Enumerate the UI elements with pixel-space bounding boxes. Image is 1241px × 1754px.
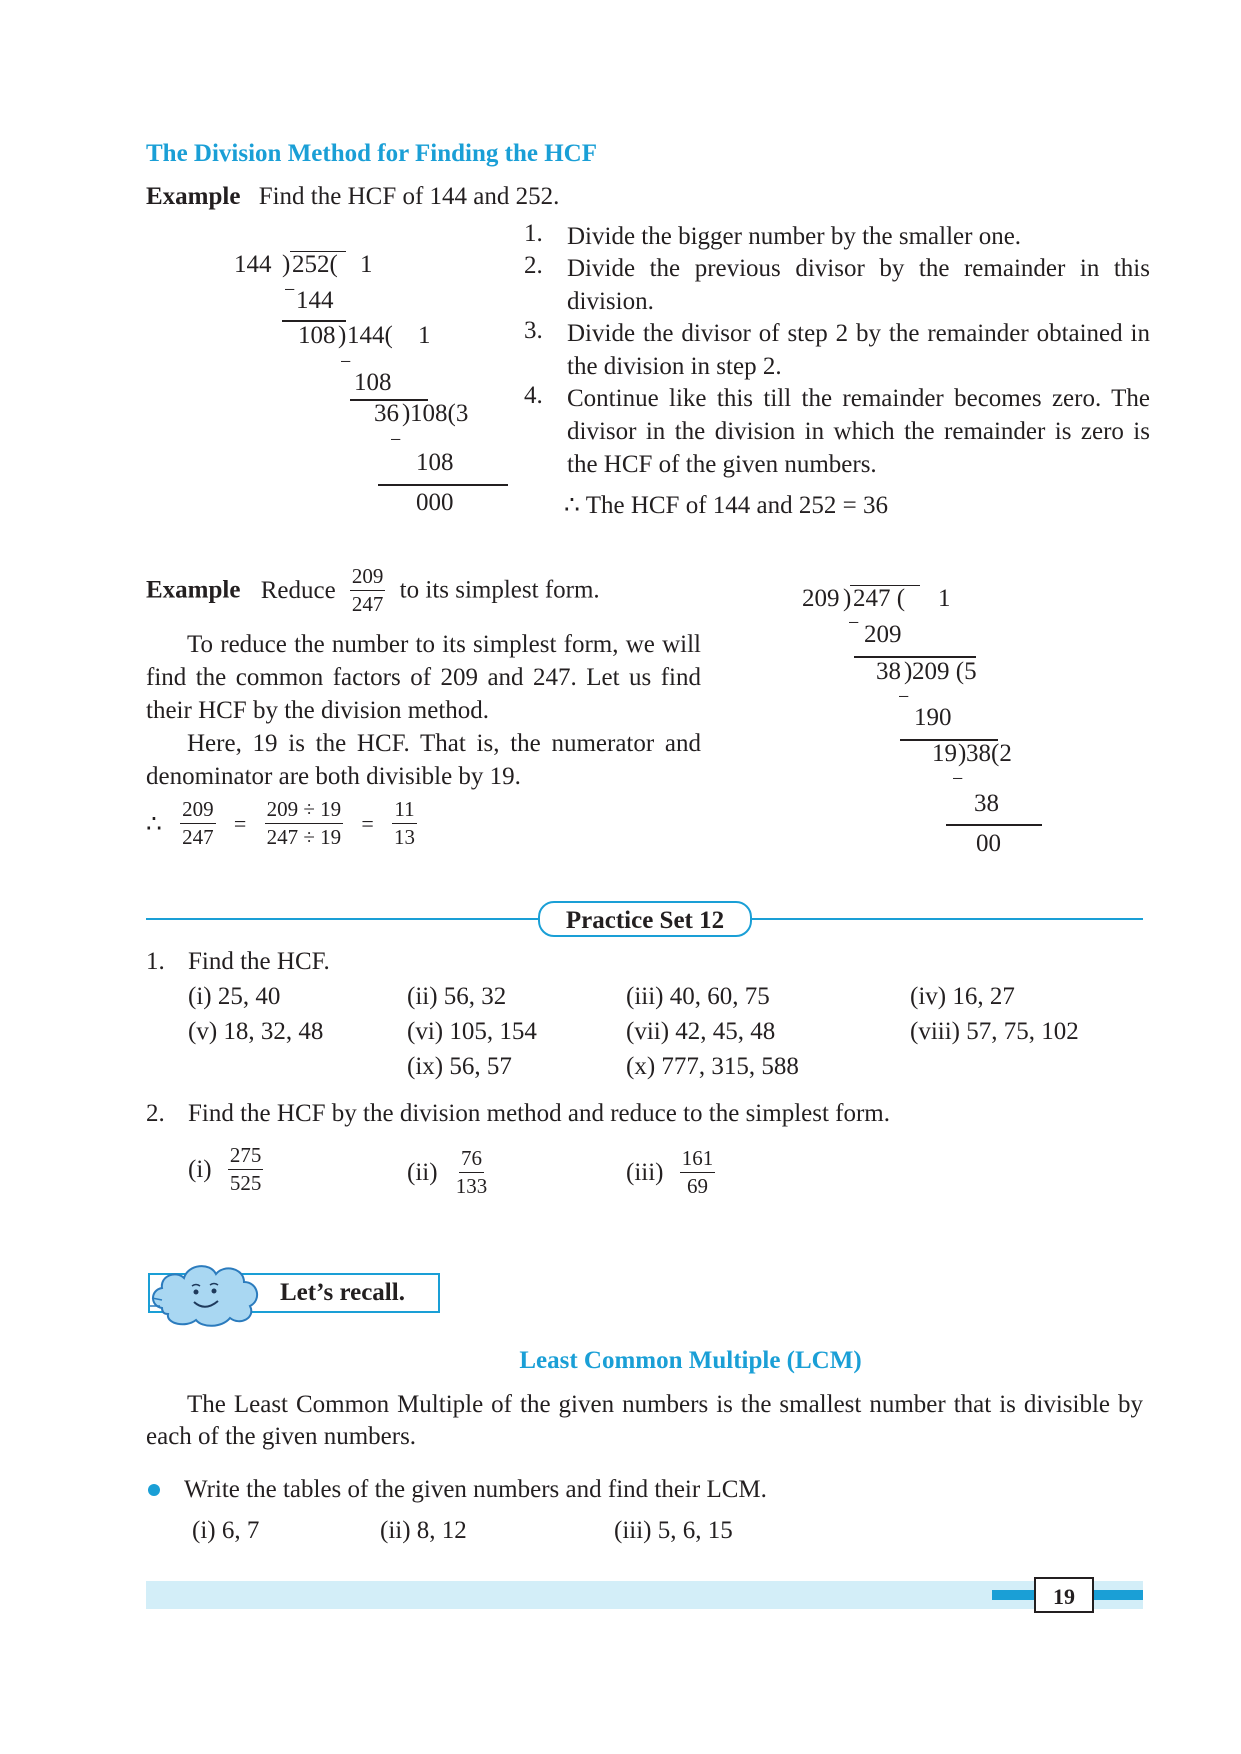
division-divisor: 144 — [234, 251, 272, 278]
division-bracket: ) — [338, 322, 347, 349]
step-item — [524, 317, 1150, 383]
step-item — [524, 252, 1150, 318]
paragraph-hcf-19: Here, 19 is the HCF. That is, the numerator and denominator are both divisible by 19. — [146, 730, 701, 790]
q2-item — [626, 1148, 715, 1197]
fraction-denominator: 247 ÷ 19 — [266, 825, 342, 849]
section-heading-hcf: The Division Method for Finding the HCF — [146, 140, 597, 167]
q1-item: (vii) 42, 45, 48 — [626, 1018, 776, 1045]
step-text: Continue like this till the remainder becomes zero. The divisor in the division in which the remainder is zero is the HCF of the given numbers. — [567, 385, 1150, 478]
step-item — [524, 220, 1150, 253]
q1-item: (iv) 16, 27 — [910, 983, 1015, 1010]
example-1 — [146, 183, 559, 211]
step-number: 2. — [524, 252, 543, 279]
lcm-task: Write the tables of the given numbers and find their LCM. — [184, 1476, 767, 1503]
q1-item: (v) 18, 32, 48 — [188, 1018, 324, 1045]
step-number: 1. — [524, 220, 543, 247]
practice-divider-left — [146, 918, 538, 920]
example-label: Example — [146, 576, 241, 604]
example-label: Example — [146, 183, 241, 210]
equals-sign: = — [233, 810, 247, 836]
division-subtrahend: 209 — [864, 621, 902, 648]
q1-item: (ii) 56, 32 — [407, 983, 507, 1010]
division-divisor: 19 — [932, 740, 957, 767]
fraction-denominator: 13 — [394, 825, 416, 849]
lcm-definition: The Least Common Multiple of the given numbers is the smallest number that is divisible by each of the given numbers. — [146, 1391, 1143, 1450]
fraction-11-13 — [392, 799, 417, 848]
step-item — [524, 382, 1150, 481]
reduce-word: Reduce — [260, 576, 336, 604]
division-remainder: 00 — [976, 830, 1001, 857]
fraction-numerator: 275 — [228, 1145, 264, 1170]
recall-title: Let’s recall. — [280, 1279, 405, 1306]
lcm-heading: Least Common Multiple (LCM) — [519, 1347, 862, 1374]
fraction-numerator: 209 — [350, 566, 386, 591]
q1-item: (vi) 105, 154 — [407, 1018, 537, 1045]
division-subtrahend: 108 — [416, 449, 454, 476]
step-number: 4. — [524, 382, 543, 409]
q2-item-label: (iii) — [626, 1158, 664, 1186]
bullet-icon — [148, 1484, 160, 1496]
q2-fraction — [454, 1148, 490, 1197]
q1-item: (viii) 57, 75, 102 — [910, 1018, 1079, 1045]
division-bracket: ) — [904, 658, 913, 685]
example-rest: to its simplest form. — [399, 576, 600, 604]
division-quotient: 1 — [360, 251, 373, 278]
cloud-icon — [148, 1258, 264, 1330]
division-rule — [378, 484, 508, 486]
fraction-209-247 — [350, 566, 386, 615]
fraction-numerator: 209 — [180, 799, 216, 824]
question-1-number: 1. — [146, 948, 165, 975]
practice-set-title: Practice Set 12 — [538, 901, 752, 937]
practice-divider-right — [752, 918, 1143, 920]
question-2-text: Find the HCF by the division method and reduce to the simplest form. — [188, 1100, 891, 1127]
equals-sign: = — [361, 810, 374, 836]
fraction-numerator: 209 ÷ 19 — [265, 799, 344, 824]
fraction-numerator: 11 — [392, 799, 416, 824]
fraction-divided — [265, 799, 344, 848]
fraction-209-247 — [180, 799, 216, 848]
division-divisor: 38 — [876, 658, 901, 685]
q1-item: (iii) 40, 60, 75 — [626, 983, 770, 1010]
q2-item — [407, 1148, 489, 1197]
division-subtrahend: 144 — [296, 287, 334, 314]
reduction-equation — [146, 799, 417, 848]
therefore-symbol: ∴ — [146, 810, 162, 838]
minus-sign: − — [898, 686, 910, 708]
lcm-item: (ii) 8, 12 — [380, 1517, 467, 1544]
minus-sign: − — [952, 768, 964, 790]
minus-sign: − — [390, 429, 402, 451]
q2-item-label: (i) — [188, 1155, 212, 1183]
minus-sign: − — [340, 351, 352, 373]
division-divisor: 36 — [374, 400, 399, 427]
lcm-item: (i) 6, 7 — [192, 1517, 260, 1544]
step-text: Divide the previous divisor by the remainder in this division. — [567, 255, 1150, 315]
fraction-denominator: 133 — [455, 1174, 488, 1198]
division-dividend: 209 (5 — [912, 658, 977, 685]
division-divisor: 209 — [802, 585, 840, 612]
division-bracket: ) — [958, 740, 967, 767]
fraction-numerator: 76 — [459, 1148, 484, 1173]
fraction-numerator: 161 — [680, 1148, 716, 1173]
division-dividend: 38(2 — [966, 740, 1012, 767]
question-2-number: 2. — [146, 1100, 165, 1127]
q1-item: (x) 777, 315, 588 — [626, 1053, 799, 1080]
division-subtrahend: 38 — [974, 790, 999, 817]
division-subtrahend: 190 — [914, 704, 952, 731]
minus-sign: − — [848, 612, 860, 634]
q1-item: (ix) 56, 57 — [407, 1053, 512, 1080]
example-2 — [146, 566, 600, 615]
division-quotient: 1 — [418, 322, 431, 349]
division-bracket: ) — [843, 585, 852, 612]
division-divisor: 108 — [298, 322, 336, 349]
step-text: Divide the bigger number by the smaller one. — [567, 223, 1022, 250]
division-bracket: ) — [282, 251, 291, 278]
division-dividend: 252( — [292, 251, 338, 278]
question-1-text: Find the HCF. — [188, 948, 330, 975]
division-quotient: 1 — [938, 585, 951, 612]
example-text: Find the HCF of 144 and 252. — [258, 183, 560, 210]
q2-fraction — [680, 1148, 716, 1197]
minus-sign: − — [284, 279, 296, 301]
division-dividend: 144( — [347, 322, 393, 349]
q1-item: (i) 25, 40 — [188, 983, 281, 1010]
q2-item — [188, 1145, 263, 1194]
step-number: 3. — [524, 317, 543, 344]
division-rule — [946, 824, 1042, 826]
division-remainder: 000 — [416, 489, 454, 516]
q2-fraction — [228, 1145, 264, 1194]
division-dividend: 247 ( — [853, 585, 906, 612]
fraction-denominator: 247 — [182, 825, 214, 849]
q2-item-label: (ii) — [407, 1158, 438, 1186]
fraction-denominator: 525 — [229, 1171, 262, 1195]
page-number: 19 — [1034, 1577, 1094, 1613]
division-dividend: 108(3 — [410, 400, 469, 427]
step-text: Divide the divisor of step 2 by the remainder obtained in the division in step 2. — [567, 320, 1150, 380]
division-bracket: ) — [402, 400, 411, 427]
hcf-conclusion: ∴ The HCF of 144 and 252 = 36 — [564, 492, 888, 519]
fraction-denominator: 69 — [687, 1174, 708, 1198]
fraction-denominator: 247 — [351, 592, 384, 616]
lcm-item: (iii) 5, 6, 15 — [614, 1517, 733, 1544]
paragraph-reduce: To reduce the number to its simplest form, we will find the common factors of 209 and 247. Let us find their HCF by the division method. — [146, 631, 701, 724]
division-subtrahend: 108 — [354, 369, 392, 396]
